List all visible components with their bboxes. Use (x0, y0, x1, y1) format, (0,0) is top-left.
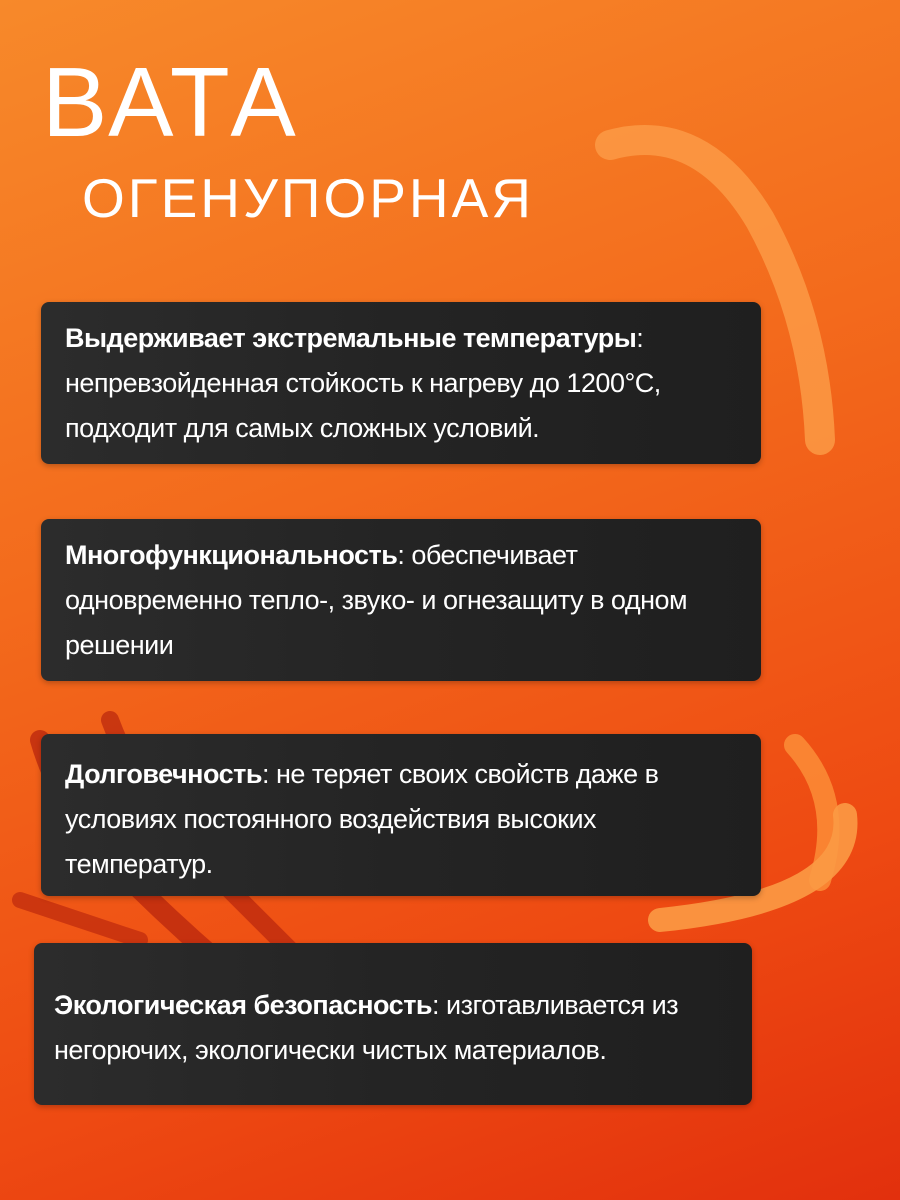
feature-separator: : (636, 323, 644, 353)
feature-term: Долговечность (65, 759, 262, 789)
feature-separator: : (432, 990, 447, 1020)
title-subtitle: ОГЕНУПОРНАЯ (82, 167, 535, 229)
feature-term: Экологическая безопасность (54, 990, 433, 1020)
feature-description: обеспечивает одновременно тепло-, звуко- и огнезащиту в одном решении (65, 540, 688, 660)
feature-card-heat-resistance (41, 302, 761, 464)
feature-description: не теряет своих свойств даже в условиях постоянного воздействия высоких температур. (65, 759, 659, 879)
feature-description: непревзойденная стойкость к нагреву до 1200°С, подходит для самых сложных условий. (65, 368, 661, 443)
feature-card-multifunctionality (41, 519, 761, 681)
title-main: ВАТА (42, 47, 300, 157)
feature-separator: : (261, 759, 276, 789)
feature-description: изготавливается из негорючих, экологически чистых материалов. (54, 990, 679, 1065)
feature-separator: : (397, 540, 412, 570)
brush-stroke-left-3 (20, 900, 140, 940)
feature-card-ecological-safety (34, 943, 752, 1105)
feature-term: Многофункциональность (65, 540, 398, 570)
feature-term: Выдерживает экстремальные температуры (65, 323, 637, 353)
feature-card-durability (41, 734, 761, 896)
